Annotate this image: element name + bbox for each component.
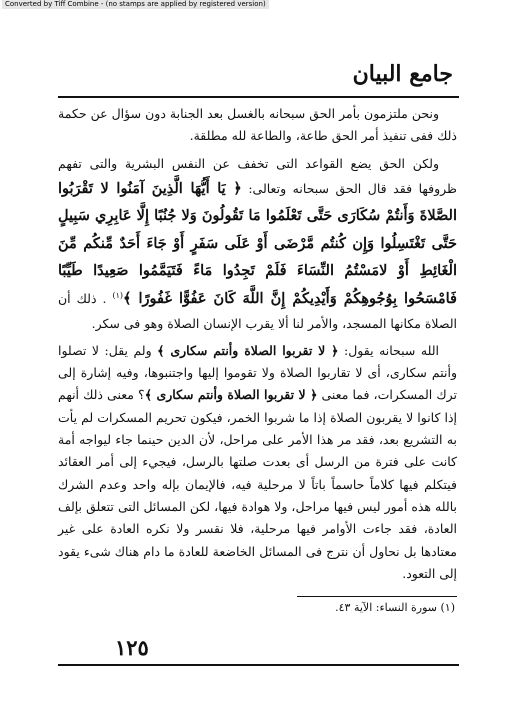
- paragraph-1: ونحن ملتزمون بأمر الحق سبحانه بالغسل بعد الجنابة دون سؤال عن حكمة ذلك ففى تنفيذ أمر الحق طاعة، والطاعة لله مطلقة.: [58, 106, 457, 144]
- paragraph-2-intro: ولكن الحق يضع القواعد التى تخفف عن النفس البشرية والتى تفهم ظروفها فقد قال الحق سبحانه وتعالى:: [58, 155, 457, 196]
- footnote: (١) سورة النساء: الآية ٤٣.: [335, 601, 455, 614]
- paragraph-3-c: ؟ معنى ذلك أنهم إذا كانوا لا يقربون الصلاة إذا ما شربوا الخمر، فيكون تحريم المسكرات لم يأت به التشريع بعد، فقد مر هذا الأمر على مراحل، لأن الدين حينما جاء ليواجه أمة كانت على فترة من الرسل أى بعدت صلتها بالرسل، فيجيء إلى أمر العقائد فيتكلم فيها كلاماً حاسماً باتاً لا مرحلية فيه، فالإيمان بإله واحد وعدم الشرك بالله هذه أمور ليس فيها مراحل، ولا هوادة فيها، لكن المسائل التى تتعلق بإلف العادة، فقد جاءت الأوامر فيها مرحلية، فلا نقسر ولا نكره العادة على غير معتادها بل نحاول أن نترج فى المسائل الخاضعة للعادة ما دام هناك شىء يقود إلى التعود.: [58, 387, 457, 581]
- header-divider: [58, 96, 459, 98]
- footer-divider: [58, 664, 459, 666]
- paragraph-3: [58, 340, 457, 585]
- converter-banner: Converted by Tiff Combine - (no stamps are applied by registered version): [2, 0, 269, 9]
- quran-verse: ﴿ يَا أَيُّهَا الَّذِينَ آمَنُوا لا تَقْرَبُوا الصَّلاةَ وَأَنتُمْ سُكَارَى حَتَّى تَعْلَمُوا مَا تَقُولُونَ وَلا جُنُبًا إِلَّا عَابِرِي سَبِيلٍ حَتَّى تَغْتَسِلُوا وَإِن كُنتُم مَّرْضَى أَوْ عَلَى سَفَرٍ أَوْ جَاءَ أَحَدٌ مِّنكُم مِّنَ الْغَائِطِ أَوْ لامَسْتُمُ النِّسَاءَ فَلَمْ تَجِدُوا مَاءً فَتَيَمَّمُوا صَعِيدًا طَيِّبًا فَامْسَحُوا بِوُجُوهِكُمْ وَأَيْدِيكُمْ إِنَّ اللَّهَ كَانَ عَفُوًّا غَفُورًا ﴾: [58, 179, 457, 308]
- paragraph-2-end: . ذلك أن الصلاة مكانها المسجد، والأمر لنا ألا يقرب الإنسان الصلاة وهو فى سكر.: [58, 291, 457, 331]
- paragraph-3-b: ولم يقل: لا تصلوا وأنتم سكارى، أى لا تقاربوا الصلاة ولا تقوموا إليها واجتنبوها، وفيه إشارة إلى ترك المسكرات، فما معنى: [58, 342, 458, 403]
- verse-quote-2: ﴿ لا تقربوا الصلاة وأنتم سكارى ﴾: [144, 387, 318, 403]
- footnote-divider: [297, 596, 457, 597]
- page-header-title: جامع البيان: [352, 61, 453, 87]
- body-text: [58, 103, 457, 585]
- footnote-marker: (١): [112, 290, 123, 300]
- page-number: ١٢٥: [115, 635, 149, 660]
- paragraph-3-a: الله سبحانه يقول:: [338, 342, 439, 358]
- paragraph-2: [58, 153, 457, 335]
- verse-quote-1: ﴿ لا تقربوا الصلاة وأنتم سكارى ﴾: [157, 342, 339, 358]
